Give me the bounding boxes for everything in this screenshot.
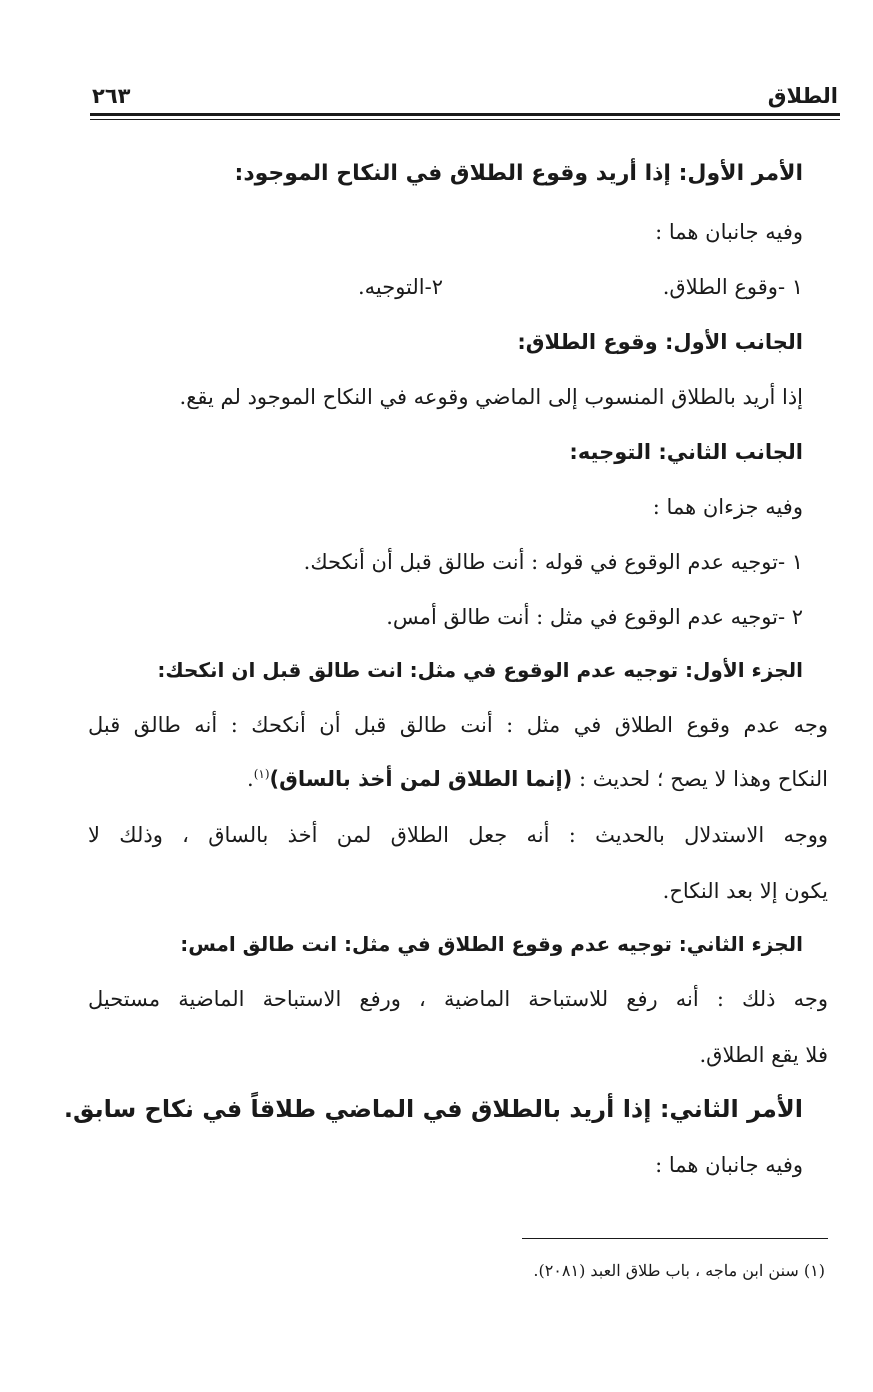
- list-item-1: ١ -وقوع الطلاق.: [662, 275, 803, 299]
- heading-second-aspect: الجانب الثاني: التوجيه:: [569, 440, 803, 464]
- text-line: وفيه جانبان هما :: [655, 220, 803, 244]
- page-number: ٢٦٣: [92, 84, 131, 108]
- text-line: يكون إلا بعد النكاح.: [662, 879, 828, 903]
- list-item-2: ٢ -توجيه عدم الوقوع في مثل : أنت طالق أمس.: [386, 605, 803, 629]
- running-header: [92, 82, 838, 110]
- heading-first-matter: الأمر الأول: إذا أريد وقوع الطلاق في النكاح الموجود:: [234, 161, 803, 186]
- footnote-separator: [522, 1238, 828, 1239]
- footnote: (١) سنن ابن ماجه ، باب طلاق العبد (٢٠٨١).: [533, 1261, 825, 1280]
- text-segment: .: [247, 767, 254, 791]
- chapter-title: الطلاق: [767, 84, 838, 108]
- text-line: وجه عدم وقوع الطلاق في مثل : أنت طالق قبل أن أنكحك : أنه طالق قبل: [88, 713, 828, 737]
- text-line: وجه ذلك : أنه رفع للاستباحة الماضية ، ورفع الاستباحة الماضية مستحيل: [88, 987, 828, 1011]
- text-line: وفيه جزءان هما :: [652, 495, 803, 519]
- heading-first-part: الجزء الأول: توجيه عدم الوقوع في مثل: انت طالق قبل ان انكحك:: [157, 658, 803, 682]
- text-segment: النكاح وهذا لا يصح ؛ لحديث :: [578, 767, 828, 791]
- header-rule-thin: [90, 119, 840, 120]
- list-item-2: ٢-التوجيه.: [357, 275, 443, 299]
- list-item-1: ١ -توجيه عدم الوقوع في قوله : أنت طالق قبل أن أنكحك.: [303, 550, 803, 574]
- footnote-ref: (١): [253, 767, 270, 781]
- heading-second-part: الجزء الثاني: توجيه عدم وقوع الطلاق في مثل: انت طالق امس:: [180, 932, 803, 956]
- text-line: فلا يقع الطلاق.: [699, 1043, 828, 1067]
- text-line: إذا أريد بالطلاق المنسوب إلى الماضي وقوعه في النكاح الموجود لم يقع.: [179, 385, 803, 409]
- hadith-quote: (إنما الطلاق لمن أخذ بالساق): [269, 767, 573, 791]
- text-line: وفيه جانبان هما :: [655, 1153, 803, 1177]
- text-line-with-hadith: [247, 762, 828, 796]
- header-rule-thick: [90, 113, 840, 116]
- heading-second-matter: الأمر الثاني: إذا أريد بالطلاق في الماضي طلاقاً في نكاح سابق.: [63, 1095, 803, 1123]
- heading-first-aspect: الجانب الأول: وقوع الطلاق:: [517, 330, 803, 354]
- text-line: ووجه الاستدلال بالحديث : أنه جعل الطلاق لمن أخذ بالساق ، وذلك لا: [88, 823, 828, 847]
